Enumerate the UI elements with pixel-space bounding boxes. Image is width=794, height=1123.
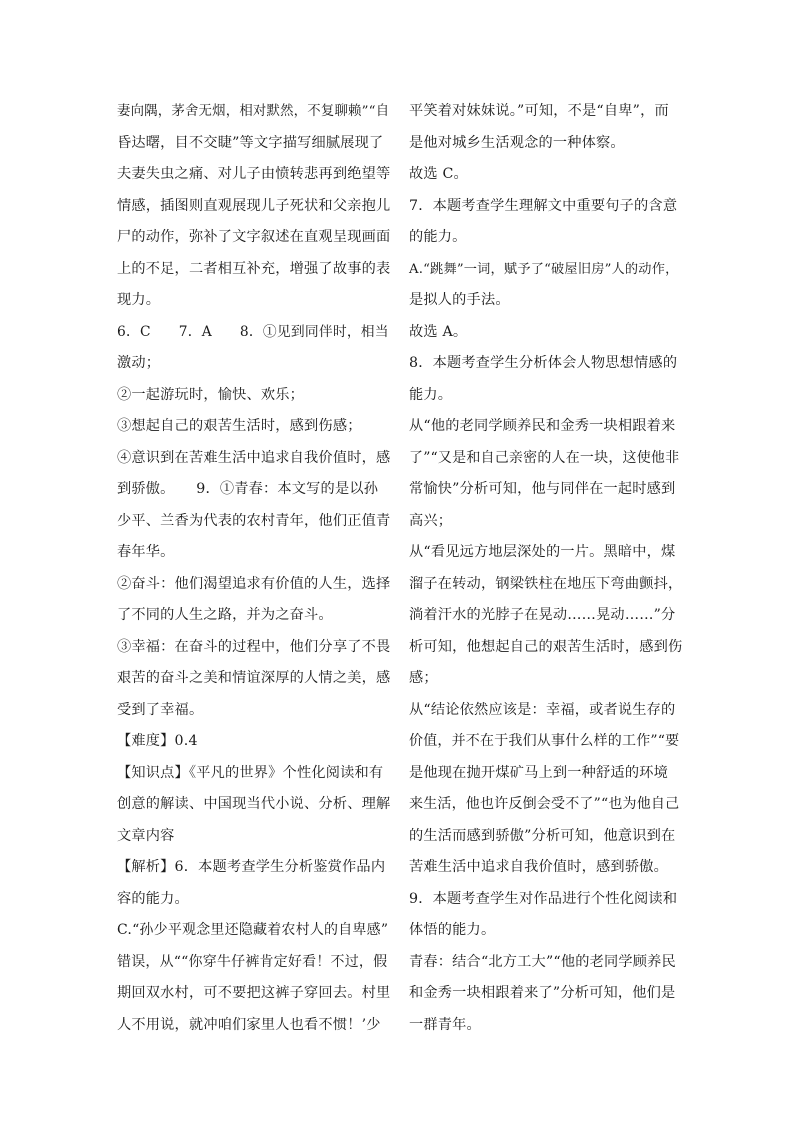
text-line: 常愉快”分析可知，他与同伴在一起时感到 xyxy=(409,481,676,497)
text-line: 容的能力。 xyxy=(117,890,189,907)
text-line: 到骄傲。 9．①青春：本文写的是以孙 xyxy=(117,481,379,497)
text-line: 故选 C。 xyxy=(409,166,468,182)
text-line: ③想起自己的艰苦生活时，感到伤感； xyxy=(117,418,362,434)
text-line: 妻向隅，茅舍无烟，相对默然，不复聊赖”“自 xyxy=(117,104,390,119)
text-line: 期回双水村，可不要把这裤子穿回去。村里 xyxy=(117,985,391,1001)
text-line: 一群青年。 xyxy=(409,1016,481,1033)
text-line: 能力。 xyxy=(409,386,453,403)
text-line: 文章内容 xyxy=(117,827,175,844)
text-line: ②一起游玩时，愉快、欢乐； xyxy=(117,386,305,403)
text-line: 青春：结合“北方工大”“他的老同学顾养民 xyxy=(409,953,676,970)
text-line: 人不用说，就冲咱们家里人也看不惯！’少 xyxy=(117,1016,381,1033)
text-line: 7．本题考查学生理解文中重要句子的含意 xyxy=(409,197,678,214)
text-line: 从“他的老同学顾养民和金秀一块相跟着来 xyxy=(409,418,676,434)
text-line: 感； xyxy=(409,670,438,686)
text-line: 受到了幸福。 xyxy=(117,701,204,718)
text-line: 错误，从““你穿牛仔裤肯定好看！不过，假 xyxy=(117,953,388,970)
text-line: 少平、兰香为代表的农村青年，他们正值青 xyxy=(117,512,391,529)
text-line: 创意的解读、中国现当代小说、分析、理解 xyxy=(117,796,391,812)
text-line: 和金秀一块相跟着来了”分析可知，他们是 xyxy=(409,985,676,1001)
text-line: 的能力。 xyxy=(409,229,467,245)
text-line: 析可知，他想起自己的艰苦生活时，感到伤 xyxy=(409,638,683,655)
text-line: 情感，插图则直观展现儿子死状和父亲抱儿 xyxy=(117,197,391,214)
text-line: 激动； xyxy=(117,355,161,371)
text-line: 价值，并不在于我们从事什么样的工作”“要 xyxy=(409,733,680,749)
text-line: 【难度】0.4 xyxy=(117,733,198,749)
text-line: 的生活而感到骄傲”分析可知，他意识到在 xyxy=(409,827,676,844)
text-line: 了不同的人生之路，并为之奋斗。 xyxy=(117,607,333,623)
text-line: 故选 A。 xyxy=(409,323,468,340)
text-line: 从“看见远方地层深处的一片。黑暗中，煤 xyxy=(409,544,676,560)
text-line: 从“结论依然应该是：幸福，或者说生存的 xyxy=(409,701,676,718)
text-line: 6．C 7．A 8．①见到同伴时，相当 xyxy=(117,323,389,340)
text-line: 夫妻失虫之痛、对儿子由愤转悲再到绝望等 xyxy=(117,166,391,182)
text-line: 9．本题考查学生对作品进行个性化阅读和 xyxy=(409,890,678,907)
text-line: A.“跳舞”一词，赋予了“破屋旧房”人的动作， xyxy=(409,261,679,277)
text-line: 溜子在转动，钢梁铁柱在地压下弯曲颤抖， xyxy=(409,575,683,592)
text-line: 昏达曙，目不交睫”等文字描写细腻展现了 xyxy=(117,134,384,151)
text-line: ④意识到在苦难生活中追求自我价值时，感 xyxy=(117,449,391,466)
text-line: C.“孙少平观念里还隐藏着农村人的自卑感” xyxy=(117,922,389,938)
text-line: 8．本题考查学生分析体会人物思想情感的 xyxy=(409,355,678,371)
text-line: 体悟的能力。 xyxy=(409,922,496,938)
left-column xyxy=(117,96,389,1041)
text-line: 是拟人的手法。 xyxy=(409,292,510,308)
text-line: 上的不足，二者相互补充，增强了故事的表 xyxy=(117,260,391,277)
text-line: 淌着汗水的光脖子在晃动……晃动……”分 xyxy=(409,607,676,623)
text-line: 【解析】6．本题考查学生分析鉴赏作品内 xyxy=(117,859,386,875)
text-line: 是他对城乡生活观念的一种体察。 xyxy=(409,134,625,151)
text-line: 平笑着对妹妹说。”可知，不是“自卑”，而 xyxy=(409,103,669,119)
text-line: 艰苦的奋斗之美和情谊深厚的人情之美，感 xyxy=(117,670,391,686)
text-line: ③幸福：在奋斗的过程中，他们分享了不畏 xyxy=(117,638,391,655)
text-line: 高兴； xyxy=(409,512,453,529)
text-line: 来生活，他也许反倒会受不了”“也为他自己 xyxy=(409,796,680,812)
text-line: ②奋斗：他们渴望追求有价值的人生，选择 xyxy=(117,575,391,592)
text-line: 现力。 xyxy=(117,292,161,308)
text-line: 【知识点】《平凡的世界》个性化阅读和有 xyxy=(117,764,384,781)
right-column xyxy=(409,96,681,1041)
text-line: 是他现在抛开煤矿马上到一种舒适的环境 xyxy=(409,764,668,781)
text-line: 了”“又是和自己亲密的人在一块，这使他非 xyxy=(409,449,680,466)
text-line: 春年华。 xyxy=(117,544,175,560)
text-line: 苦难生活中追求自我价值时，感到骄傲。 xyxy=(409,859,668,875)
text-line: 尸的动作，弥补了文字叙述在直观呈现画面 xyxy=(117,229,391,245)
